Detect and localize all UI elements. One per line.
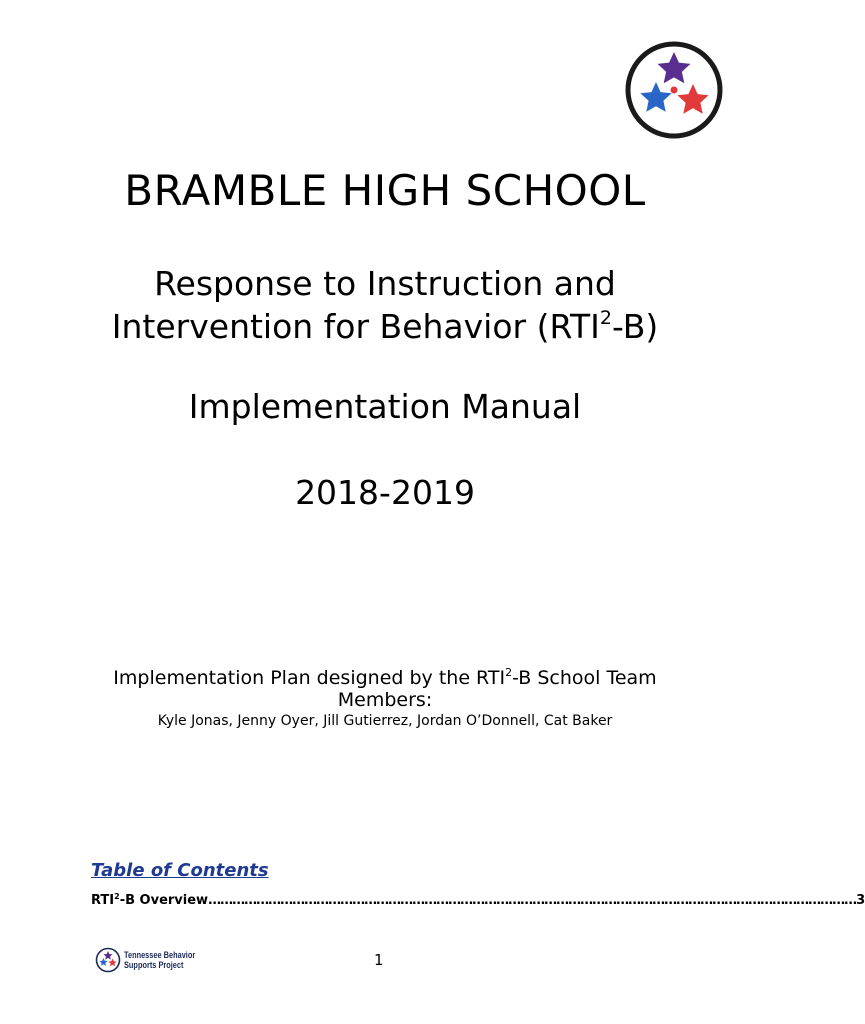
toc-entry-page: 3 [856, 893, 865, 908]
plan-credit [0, 667, 770, 711]
school-title: BRAMBLE HIGH SCHOOL [124, 166, 646, 215]
subtitle-superscript: 2 [599, 307, 612, 329]
subtitle-line-1: Response to Instruction and [154, 264, 616, 303]
page-number: 1 [374, 951, 384, 969]
toc-entry-text: RTI [91, 893, 115, 908]
subtitle-suffix: -B) [611, 307, 659, 346]
subtitle-line-2 [0, 305, 770, 348]
toc-entry-suffix: -B Overview [119, 893, 209, 908]
footer-logo [95, 943, 195, 977]
plan-line-1 [0, 667, 770, 689]
footer-logo-text [124, 950, 195, 970]
toc-entry[interactable] [91, 892, 865, 908]
toc-heading[interactable]: Table of Contents [91, 860, 269, 881]
plan-suffix: -B School Team [512, 667, 657, 689]
manual-title: Implementation Manual [188, 387, 582, 426]
plan-line-2: Members: [337, 689, 433, 711]
footer-logo-line-1: Tennessee Behavior [124, 950, 196, 960]
plan-text: Implementation Plan designed by the RTI [113, 667, 506, 689]
school-year: 2018-2019 [295, 473, 475, 512]
team-members: Kyle Jonas, Jenny Oyer, Jill Gutierrez, Jordan O’Donnell, Cat Baker [157, 713, 613, 729]
toc-leader-dots: ……………………………………………………………………………………………………………………………………………… [208, 893, 857, 908]
tennessee-behavior-stars-icon [95, 947, 121, 973]
toc-entry-superscript: 2 [114, 892, 120, 901]
toc-entry-label [91, 893, 208, 908]
subtitle-text: Intervention for Behavior (RTI [111, 307, 600, 346]
document-subtitle [0, 262, 770, 348]
plan-superscript: 2 [505, 666, 513, 679]
three-stars-logo-icon [624, 40, 724, 140]
footer-logo-line-2: Supports Project [124, 960, 184, 970]
